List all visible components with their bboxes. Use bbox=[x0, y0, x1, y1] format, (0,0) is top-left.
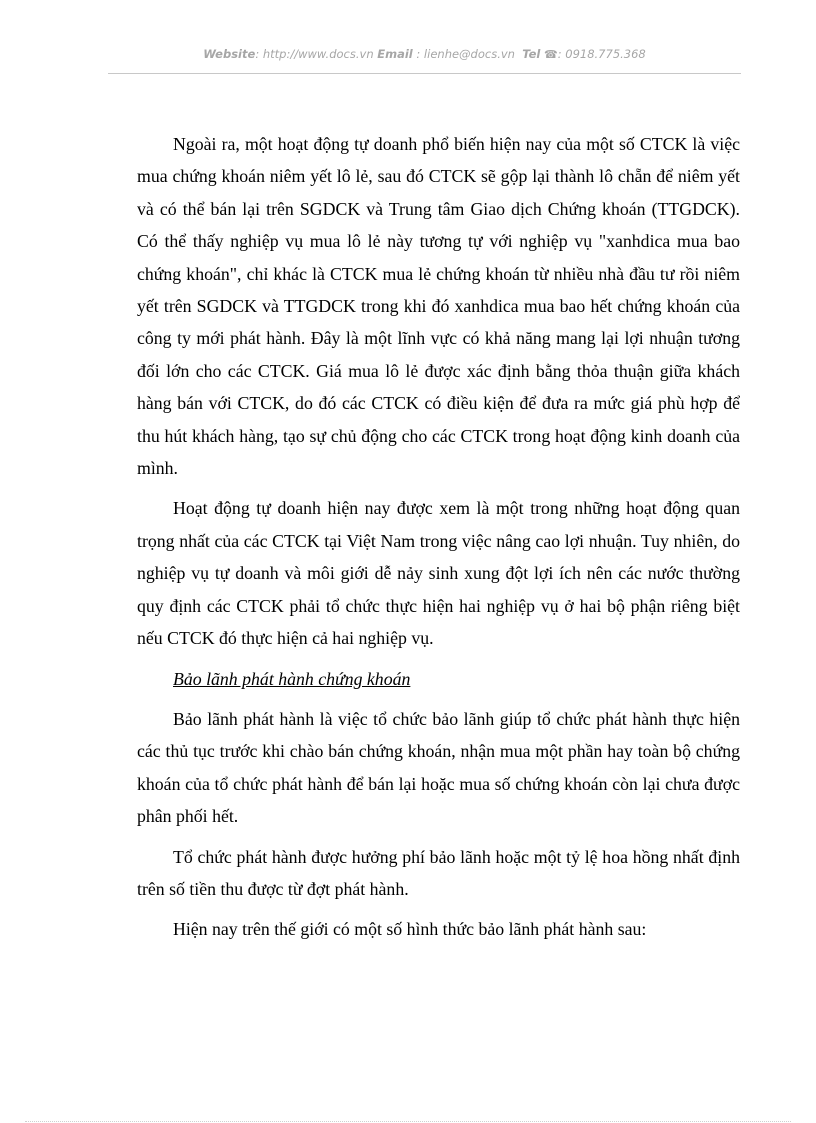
paragraph-proprietary-trading: Ngoài ra, một hoạt động tự doanh phổ biến hiện nay của một số CTCK là việc mua chứng khoán niêm yết lô lẻ, sau đó CTCK sẽ gộp lại thành lô chẵn để niêm yết và có thể bán lại trên SGDCK và Trung tâm Giao dịch Chứng khoán (TTGDCK). Có thể thấy nghiệp vụ mua lô lẻ này tương tự với nghiệp vụ "xanhdica mua bao chứng khoán", chỉ khác là CTCK mua lẻ chứng khoán từ nhiều nhà đầu tư rồi niêm yết trên SGDCK và TTGDCK trong khi đó xanhdica mua bao hết chứng khoán của công ty mới phát hành. Đây là một lĩnh vực có khả năng mang lại lợi nhuận tương đối lớn cho các CTCK. Giá mua lô lẻ được xác định bằng thỏa thuận giữa khách hàng bán với CTCK, do đó các CTCK có điều kiện để đưa ra mức giá phù hợp để thu hút khách hàng, tạo sự chủ động cho các CTCK trong hoạt động kinh doanh của mình. bbox=[137, 134, 740, 479]
paragraph-underwriting-fee: Tổ chức phát hành được hưởng phí bảo lãnh hoặc một tỷ lệ hoa hồng nhất định trên số tiền thu được từ đợt phát hành. bbox=[137, 846, 740, 899]
paragraph-proprietary-importance: Hoạt động tự doanh hiện nay được xem là một trong những hoạt động quan trọng nhất của các CTCK tại Việt Nam trong việc nâng cao lợi nhuận. Tuy nhiên, do nghiệp vụ tự doanh và môi giới dễ nảy sinh xung đột lợi ích nên các nước thường quy định các CTCK phải tổ chức thực hiện hai nghiệp vụ ở hai bộ phận riêng biệt nếu CTCK đó thực hiện cả hai nghiệp vụ. bbox=[137, 498, 740, 649]
paragraph-underwriting-definition: Bảo lãnh phát hành là việc tổ chức bảo lãnh giúp tổ chức phát hành thực hiện các thủ tục trước khi chào bán chứng khoán, nhận mua một phần hay toàn bộ chứng khoán của tổ chức phát hành để bán lại hoặc mua số chứng khoán còn lại chưa được phân phối hết. bbox=[137, 708, 740, 827]
paragraph-underwriting-forms: Hiện nay trên thế giới có một số hình thức bảo lãnh phát hành sau: bbox=[173, 919, 647, 940]
section-heading-underwriting: Bảo lãnh phát hành chứng khoán bbox=[173, 668, 411, 689]
page-header bbox=[108, 47, 741, 61]
website-label: Website bbox=[203, 47, 256, 61]
email-address[interactable]: : lienhe@docs.vn bbox=[412, 47, 515, 61]
tel-number: : 0918.775.368 bbox=[557, 47, 646, 61]
website-url[interactable]: : http://www.docs.vn bbox=[255, 47, 374, 61]
phone-icon: ☎ bbox=[544, 48, 558, 61]
email-label: Email bbox=[377, 47, 413, 61]
document-body bbox=[137, 128, 740, 954]
tel-label: Tel bbox=[522, 47, 541, 61]
header-divider bbox=[108, 73, 741, 74]
page-bottom-border bbox=[25, 1121, 791, 1122]
